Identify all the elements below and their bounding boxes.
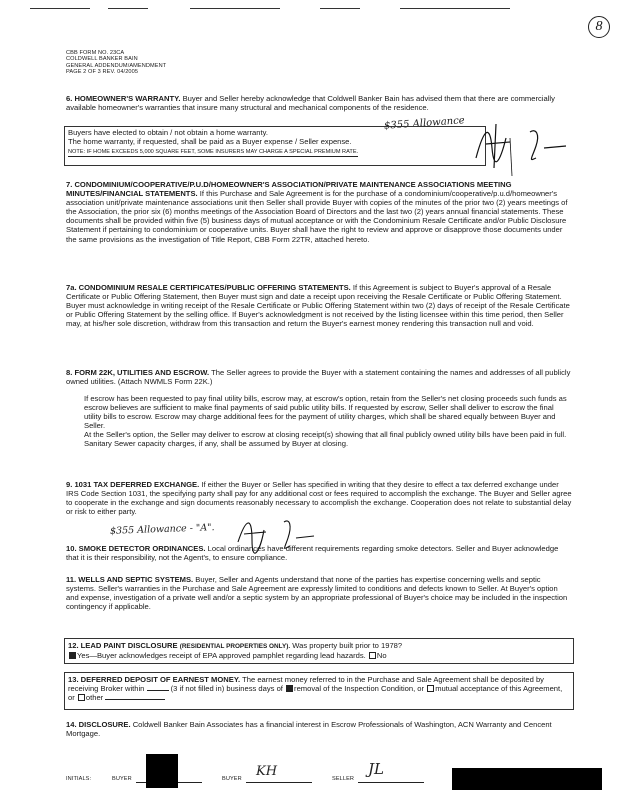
redaction-block [452, 768, 602, 790]
section-text: (3 if not filled in) business days of [170, 684, 283, 694]
form-header-line: GENERAL ADDENDUM/AMENDMENT [66, 62, 167, 69]
warranty-election: Buyers have elected to obtain / not obtain a home warranty. [68, 128, 268, 137]
handwritten-page-number: 8 [588, 16, 610, 38]
handwritten-allowance: $355 Allowance [383, 115, 466, 132]
form-header [66, 50, 266, 76]
warranty-payment: The home warranty, if requested, shall be paid as a Buyer expense / Seller expense. [68, 137, 352, 147]
section-8 [66, 368, 572, 386]
section-heading: 12. LEAD PAINT DISCLOSURE [68, 641, 178, 650]
section-text: Local ordinances have different requirements regarding smoke detectors. Seller and Buyer acknowledge that it is their responsibility, not the Agent's, to ensure compliance. [66, 544, 559, 563]
yes-checkbox[interactable] [69, 652, 76, 659]
warranty-box-content [68, 128, 478, 157]
buyer-label: BUYER [222, 776, 242, 782]
lead-paint-question: Was property built prior to 1978? [292, 641, 403, 650]
section-7 [66, 180, 572, 244]
section-14 [66, 720, 572, 738]
section-12 [68, 641, 568, 660]
escrow-utility-clause: If escrow has been requested to pay final utility bills, escrow may, at escrow's option, retain from the Seller's net closing proceeds such funds as escrow believes are sufficient to make final payments of said public utility bills. If requested by escrow, Seller shall deliver to escrow the final utility bills to escrow. Escrow may charge additional fees for the payment of utility charges, which shall be shared equally between Buyer and Seller. [84, 394, 567, 431]
section-text: The Seller agrees to provide the Buyer with a statement containing the names and addresses of all publicly owned utilities. (Attach NWMLS Form 22K.) [66, 368, 571, 387]
section-text: The earnest money referred to in the Purchase and Sale Agreement shall be deposited by receiving Broker within [68, 675, 544, 694]
section-heading: 8. FORM 22K, UTILITIES AND ESCROW. [66, 368, 210, 377]
handwritten-initials [470, 118, 580, 178]
other-checkbox[interactable] [78, 694, 85, 701]
section-text: mutual acceptance of this Agreement, or [68, 684, 563, 703]
form-header-line: PAGE 2 OF 3 REV. 04/2005 [66, 69, 139, 76]
buyer-label: BUYER [112, 776, 132, 782]
section-heading: 11. WELLS AND SEPTIC SYSTEMS. [66, 575, 194, 584]
sewer-charge-clause: Sanitary Sewer capacity charges, if any, shall be assumed by Buyer at closing. [84, 439, 349, 449]
section-heading: 10. SMOKE DETECTOR ORDINANCES. [66, 544, 206, 553]
section-heading: 7. CONDOMINIUM/COOPERATIVE/P.U.D/HOMEOWNER'S ASSOCIATION/PRIVATE MAINTENANCE ASSOCIATIONS MEETING MINUTES/FINANCIAL STATEMENTS. [66, 180, 512, 199]
form-header-line: COLDWELL BANKER BAIN [66, 56, 138, 63]
section-text: other [85, 693, 104, 703]
warranty-note: NOTE: IF HOME EXCEEDS 5,000 SQUARE FEET, SOME INSURERS MAY CHARGE A SPECIAL PREMIUM RATE. [68, 149, 359, 156]
handwritten-allowance: $355 Allowance - "A". [109, 522, 215, 537]
section-text: If either the Buyer or Seller has specified in writing that they desire to effect a tax deferred exchange under IRS Code Section 1031, the specifying party shall pay for any additional cost or fees required to accomplish the exchange. The Buyer and Seller agree to cooperate in the exchange and sign documents reasonably necessary to accomplish the exchange. Cooperation does not relate to substantial delay or risk to either party. [66, 480, 572, 517]
top-rule [30, 8, 90, 9]
redaction-block [146, 754, 178, 788]
section-10 [66, 544, 572, 562]
section-text: Coldwell Banker Bain Associates has a financial interest in Escrow Professionals of Washington, ACN Warranty and Cencent Mortgage. [66, 720, 552, 739]
section-heading: 14. DISCLOSURE. [66, 720, 131, 729]
section-heading: 6. HOMEOWNER'S WARRANTY. [66, 94, 181, 103]
top-rule [108, 8, 148, 9]
section-text: removal of the Inspection Condition, or [294, 684, 425, 694]
top-rule [400, 8, 510, 9]
section-heading: 13. DEFERRED DEPOSIT OF EARNEST MONEY. [68, 675, 241, 684]
yes-option-label: Yes—Buyer acknowledges receipt of EPA approved pamphlet regarding lead hazards. [77, 651, 366, 661]
section-text: If this Agreement is subject to Buyer's approval of a Resale Certificate or Public Offering Statement, then Buyer must sign and date a receipt upon receiving the Resale Certificate or Public Offering Statement. Buyer must acknowledge in writing receipt of the Resale Certificate or Public Offering Statement within two (2) days of receipt of the Resale Certificate or Public Offering Statement by the selling office. If Buyer's acknowledgment is not received by the listing licensee within this time period, then Seller may, at his/her sole discretion, withdraw from this transaction and return the Buyer's earnest money rendering this transaction null and void. [66, 283, 570, 329]
seller-initials: JL [368, 760, 384, 778]
section-7a [66, 283, 572, 328]
mutual-acceptance-checkbox[interactable] [427, 685, 434, 692]
section-heading: 7a. CONDOMINIUM RESALE CERTIFICATES/PUBLIC OFFERING STATEMENTS. [66, 283, 351, 292]
seller-label: SELLER [332, 776, 355, 782]
section-13 [68, 675, 568, 702]
section-8-subitems [84, 394, 572, 449]
top-rule [190, 8, 280, 9]
other-blank[interactable] [105, 699, 165, 700]
top-rule [320, 8, 360, 9]
section-text: Buyer, Seller and Agents understand that none of the parties has expertise concerning wells and septic systems. Seller's warranties in the Purchase and Sale Agreement are expressly limited to conditions and defects known to Seller. At Buyer's option and expense, investigation of a private well and/or a septic system by an appropriate professional of Buyer's choice may be included in the inspection contingency if applicable. [66, 575, 568, 612]
seller-receipt-clause: At the Seller's option, the Seller may deliver to escrow at closing receipt(s) showing that all final publicly owned utility bills have been paid in full. [84, 430, 567, 440]
form-header-line: CBB FORM NO. 23CA [66, 50, 125, 56]
section-text: Buyer and Seller hereby acknowledge that Coldwell Banker Bain has advised them that there are commercially available homeowner's warranties that insure many structural and mechanical components of the residence. [66, 94, 555, 113]
section-9 [66, 480, 572, 516]
days-blank[interactable] [147, 690, 169, 691]
section-6 [66, 94, 572, 112]
buyer-initials-line [246, 782, 312, 783]
no-option-label: No [376, 651, 387, 661]
initials-label: INITIALS: [66, 776, 92, 782]
section-text: If this Purchase and Sale Agreement is for the purchase of a condominium/cooperative/p.u.d/homeowner's association unit/private maintenance associations unit then Seller shall provide Buyer with copies of the minutes of the prior two (2) years meetings of the Association, the prior six (6) months meetings of the Association Board of Directors and the last two (2) years annual financial statements. These documents shall be provided within five (5) business days of mutual acceptance or with the Condominium Resale Certificate and/or Public Disclosure Statement if pertaining to condominium or cooperative units. Buyer shall have the right to review and approve or disapprove those documents under the same provisions as the investigation of Title Report, CBB Form 22TR, attached hereto. [66, 189, 568, 244]
seller-initials-line [358, 782, 424, 783]
no-checkbox[interactable] [369, 652, 376, 659]
section-heading: 9. 1031 TAX DEFERRED EXCHANGE. [66, 480, 200, 489]
buyer-initials: KH [256, 764, 278, 779]
section-11 [66, 575, 572, 611]
section-qualifier: (RESIDENTIAL PROPERTIES ONLY). [179, 643, 291, 650]
inspection-removal-checkbox[interactable] [286, 685, 293, 692]
